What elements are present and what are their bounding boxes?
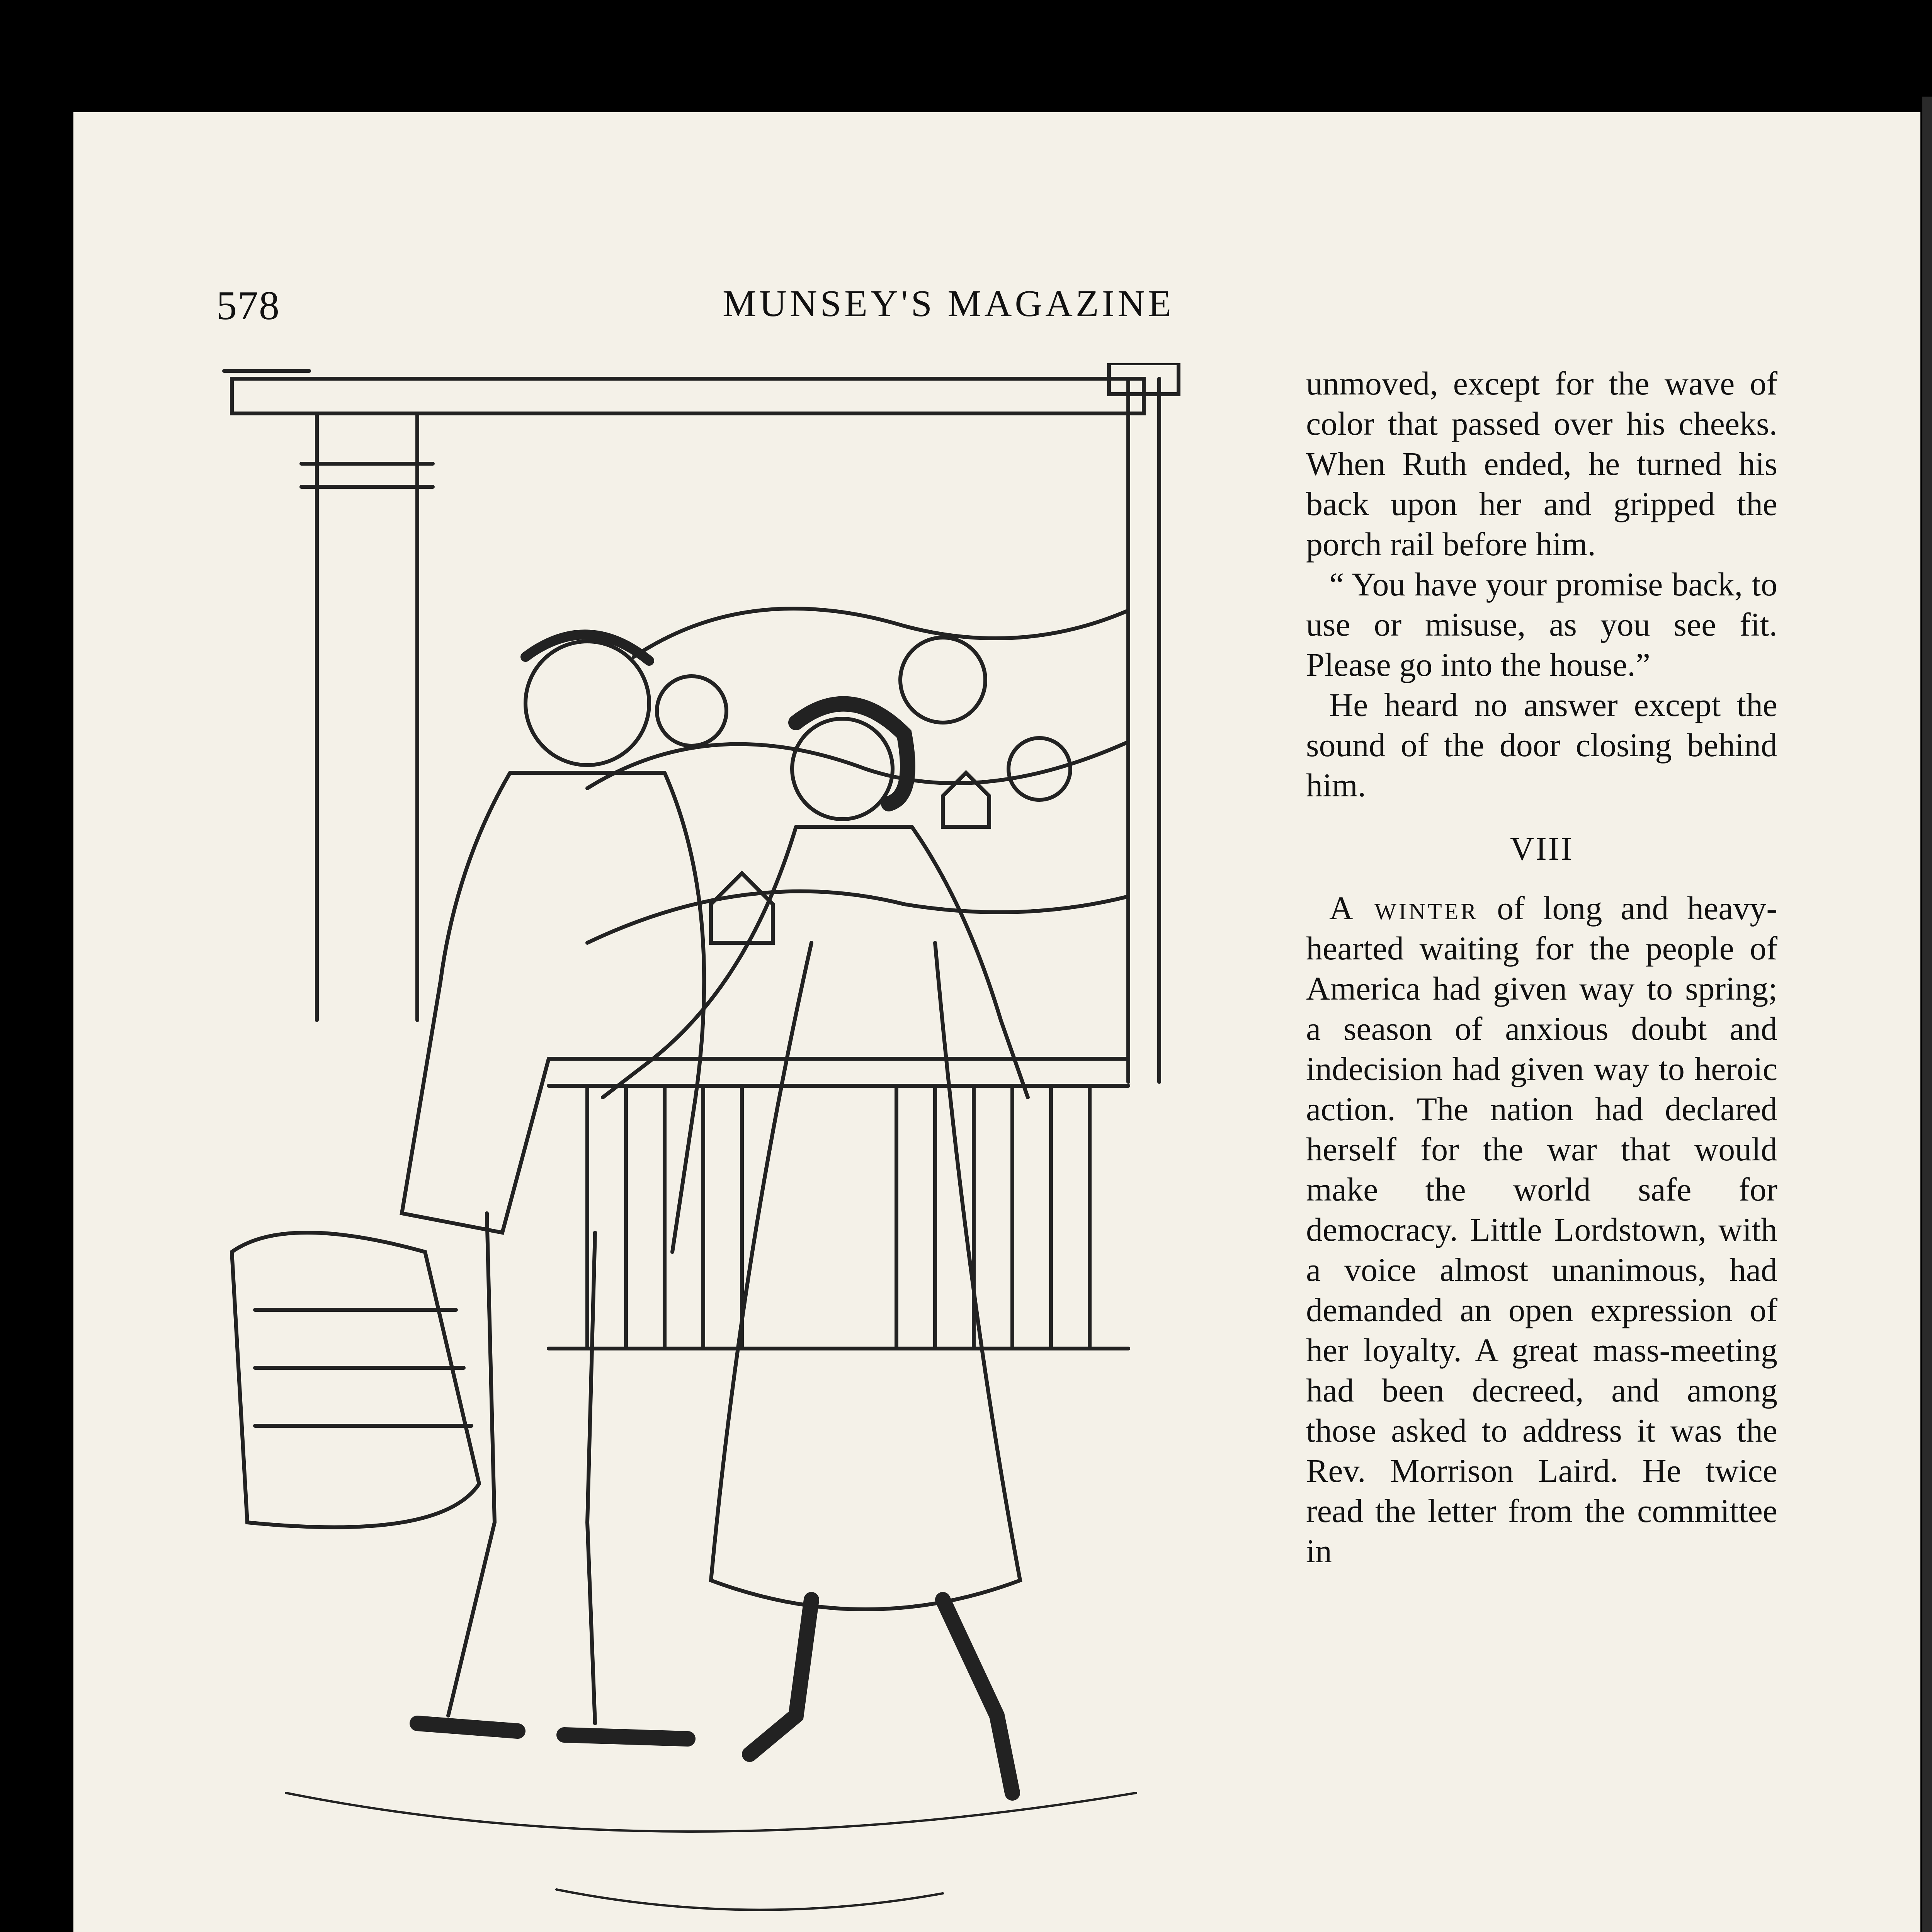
paragraph-body: of long and heavy-hearted waiting for the people of America had given way to spring; a season of anxious doubt and indecision had given way to heroic action. The nation had declared herself for the war that would make the world safe for democracy. Little Lordstown, with a voice almost unanimous, had demanded an open expression of her loyalty. A great mass-meeting had been decreed, and among those asked to address it was the Rev. Morrison Laird. He twice read the letter from the committee in	[1306, 889, 1778, 1570]
story-illustration	[209, 363, 1275, 1932]
page-number: 578	[216, 283, 280, 328]
section-heading: VIII	[1510, 830, 1574, 867]
right-column-top	[1306, 363, 1777, 1571]
magazine-page	[73, 112, 1920, 1932]
page-header	[73, 282, 1920, 336]
page-edge-shadow	[1922, 97, 1932, 1932]
drop-word: A winter	[1329, 889, 1479, 927]
paragraph: unmoved, except for the wave of color that passed over his cheeks. When Ruth ended, he turned his back upon her and gripped the porch rail before him.	[1306, 365, 1777, 563]
paragraph: He heard no answer except the sound of the door closing behind him.	[1306, 686, 1777, 804]
running-head: MUNSEY'S MAGAZINE	[723, 283, 1175, 325]
paragraph	[1306, 888, 1777, 1571]
paragraph: “ You have your promise back, to use or misuse, as you see fit. Please go into the house.”	[1306, 566, 1777, 683]
